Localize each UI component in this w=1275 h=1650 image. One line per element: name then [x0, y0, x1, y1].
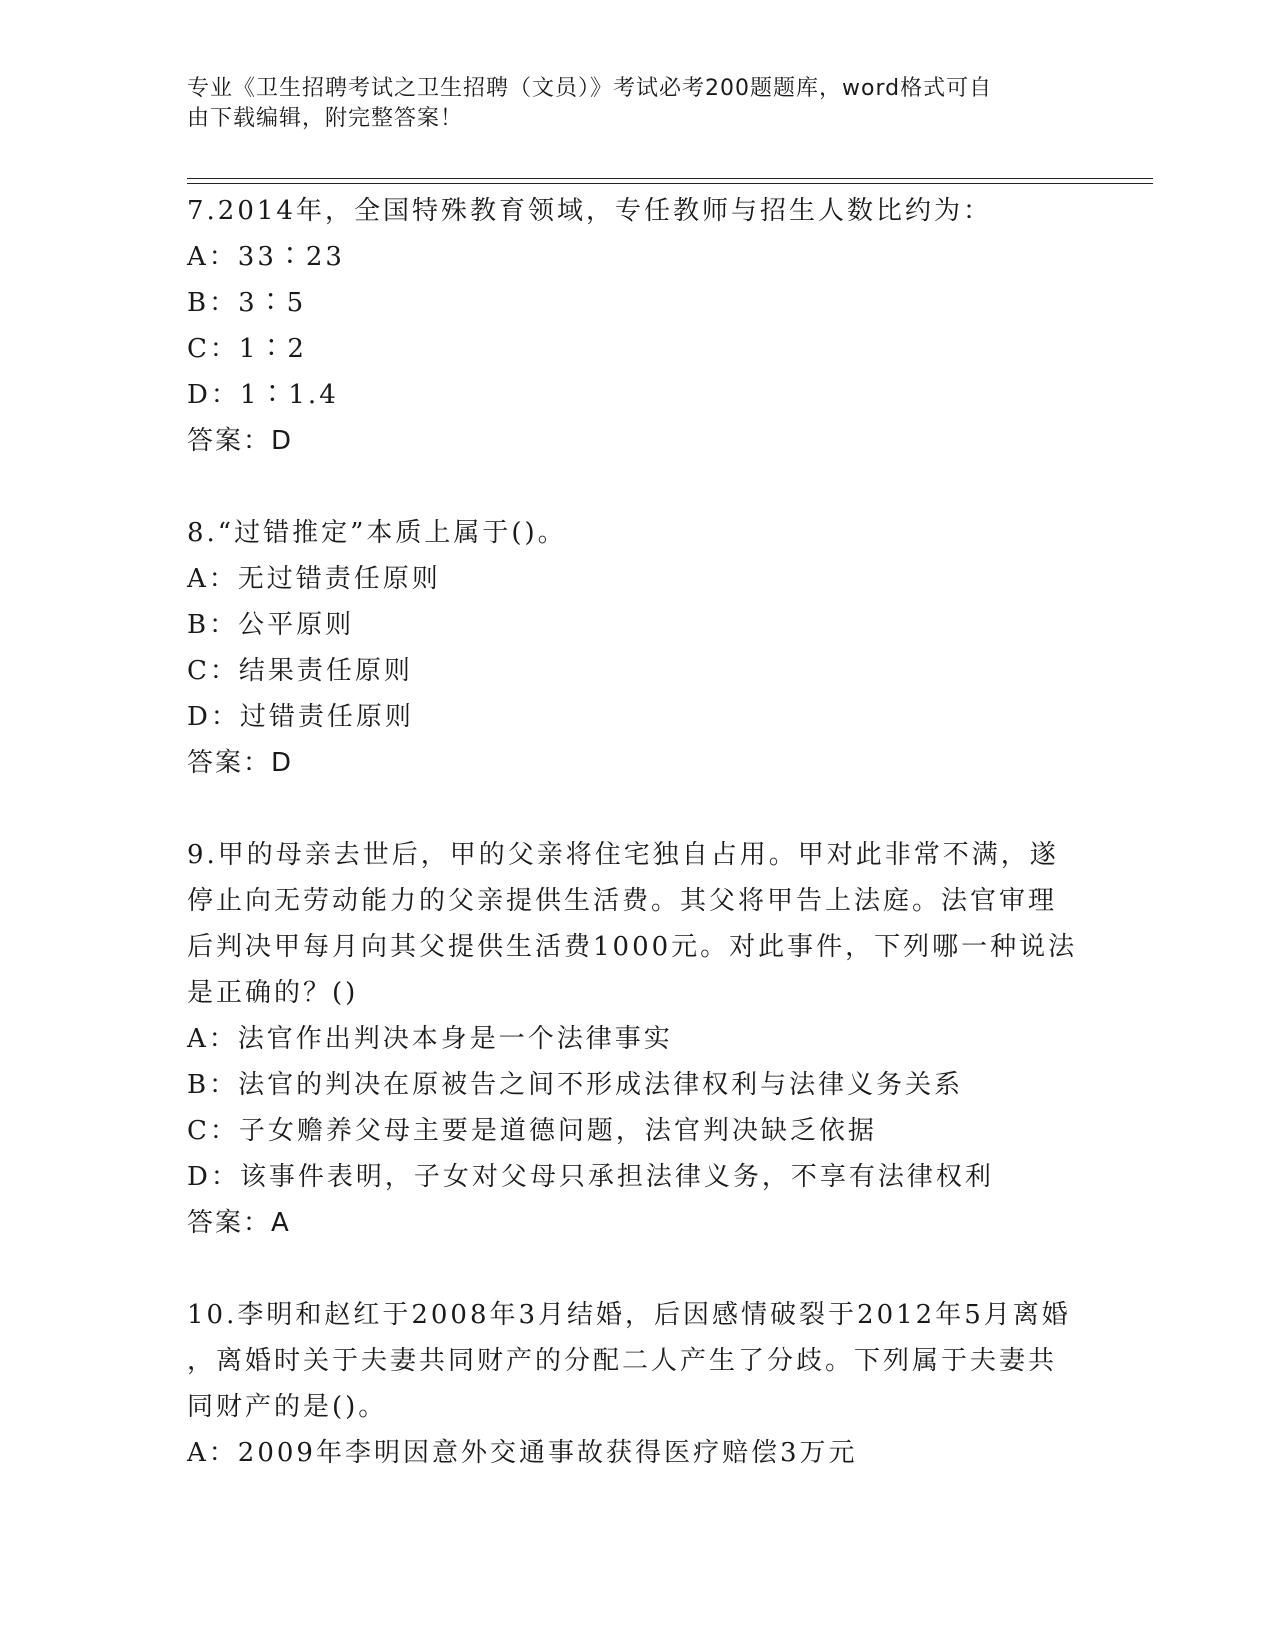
answer-key: 答案：A [187, 1208, 291, 1238]
question-stem-line: 后判决甲每月向其父提供生活费1000元。对此事件，下列哪一种说法 [187, 932, 1078, 962]
option-c: C：结果责任原则 [187, 656, 413, 686]
question-stem: 8.“过错推定”本质上属于()。 [187, 518, 567, 548]
question-stem: 7.2014年，全国特殊教育领域，专任教师与招生人数比约为： [187, 196, 992, 226]
header-line: 由下载编辑，附完整答案！ [187, 106, 464, 131]
question-stem-line: 是正确的？() [187, 978, 359, 1008]
answer-key: 答案：D [187, 426, 294, 456]
question-stem-line: 同财产的是()。 [187, 1392, 388, 1422]
option-a: A：无过错责任原则 [187, 564, 441, 594]
option-b: B：公平原则 [187, 610, 355, 640]
question-7 [187, 188, 1087, 464]
header-divider [187, 183, 1153, 184]
option-d: D：过错责任原则 [187, 702, 414, 732]
answer-key: 答案：D [187, 748, 294, 778]
option-d: D：该事件表明，子女对父母只承担法律义务，不享有法律权利 [187, 1162, 994, 1192]
question-stem-line: ，离婚时关于夫妻共同财产的分配二人产生了分歧。下列属于夫妻共 [187, 1346, 1058, 1376]
header-line: 专业《卫生招聘考试之卫生招聘（文员）》考试必考200题题库，word格式可自 [187, 76, 993, 101]
question-stem-line: 停止向无劳动能力的父亲提供生活费。其父将甲告上法庭。法官审理 [187, 886, 1058, 916]
question-stem-line: 10.李明和赵红于2008年3月结婚，后因感情破裂于2012年5月离婚 [187, 1300, 1071, 1330]
question-list [187, 188, 1087, 1522]
option-a: A：法官作出判决本身是一个法律事实 [187, 1024, 673, 1054]
question-8 [187, 510, 1087, 786]
question-10 [187, 1292, 1087, 1476]
option-a: A：2009年李明因意外交通事故获得医疗赔偿3万元 [187, 1438, 858, 1468]
option-a: A：33∶23 [187, 242, 345, 272]
option-c: C：1∶2 [187, 334, 307, 364]
option-b: B：3∶5 [187, 288, 307, 318]
question-9 [187, 832, 1087, 1246]
option-b: B：法官的判决在原被告之间不形成法律权利与法律义务关系 [187, 1070, 964, 1100]
option-d: D：1∶1.4 [187, 380, 339, 410]
header-divider [187, 178, 1153, 179]
question-stem-line: 9.甲的母亲去世后，甲的父亲将住宅独自占用。甲对此非常不满，遂 [187, 840, 1059, 870]
option-c: C：子女赡养父母主要是道德问题，法官判决缺乏依据 [187, 1116, 877, 1146]
document-header [187, 74, 1087, 134]
